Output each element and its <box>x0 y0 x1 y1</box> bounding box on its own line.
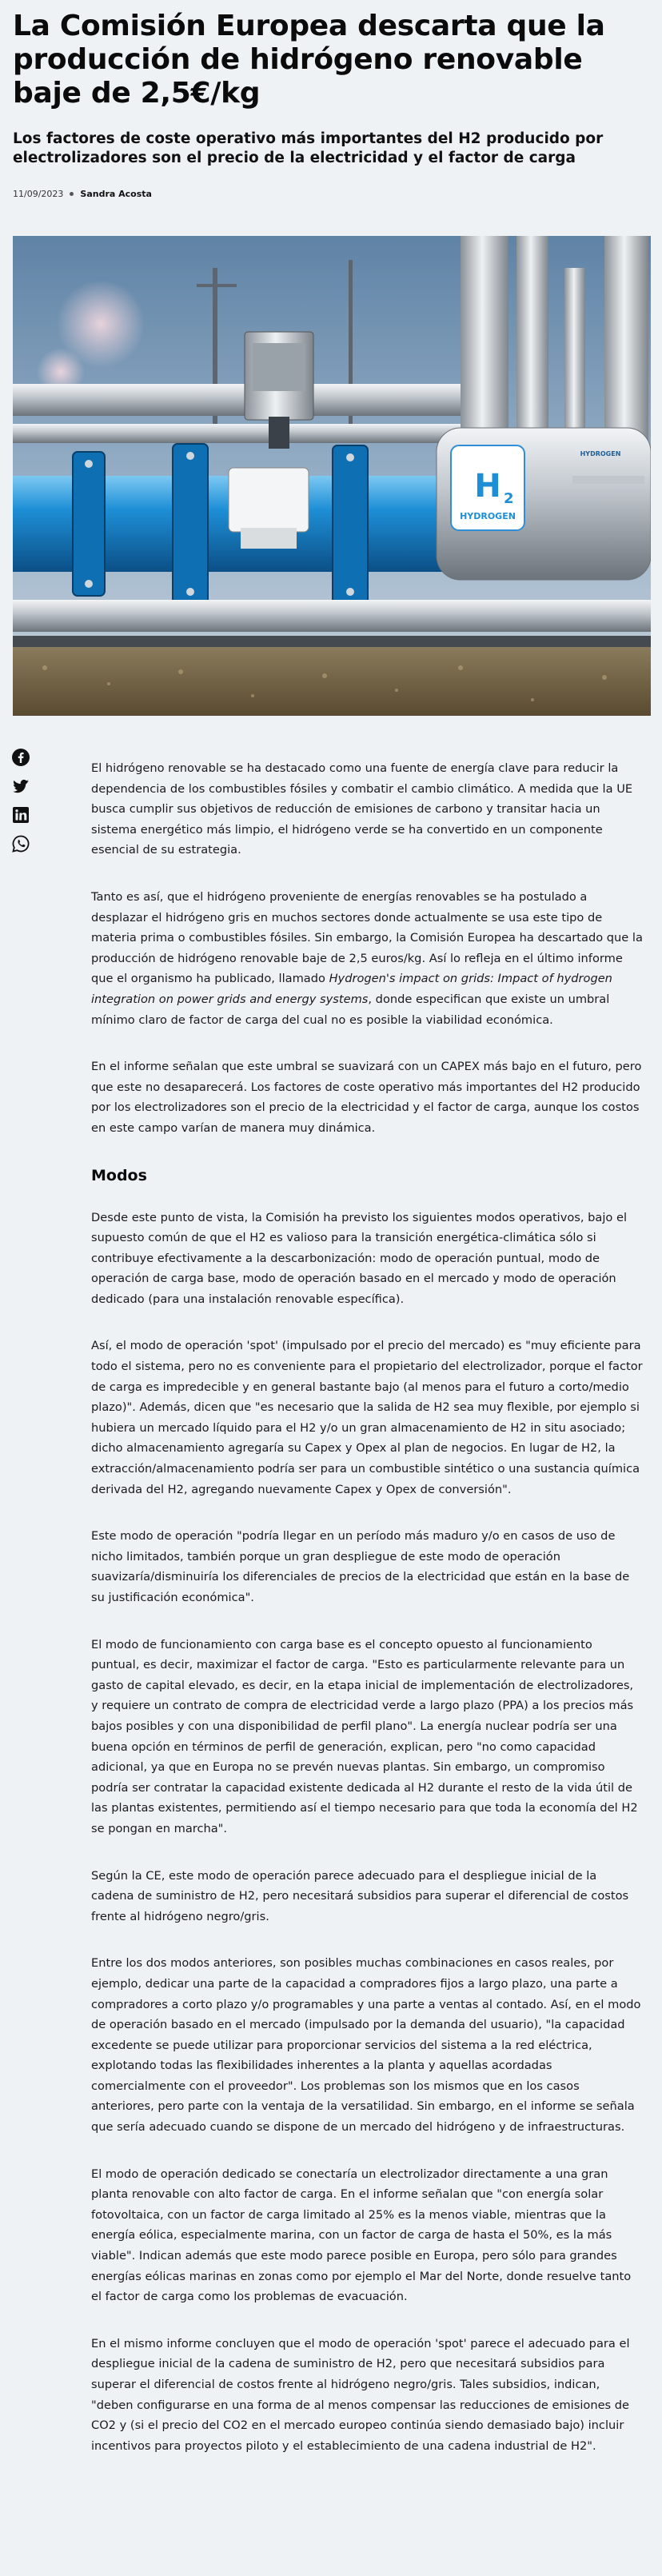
section-heading: Modos <box>91 1166 147 1184</box>
paragraph: En el informe señalan que este umbral se suavizará con un CAPEX más bajo en el futuro, pero que este no desaparecerá. Los factores de coste operativo más importantes del H2 producido por los electrolizadores son el precio de la electricidad y el factor de carga, aunque los costos en este campo varían de manera muy dinámica. <box>91 1060 642 1135</box>
paragraph <box>91 887 643 1030</box>
article-title: La Comisión Europea descarta que la producción de hidrógeno renovable baje de 2,5€/kg <box>13 10 605 110</box>
h2-logo-word: HYDROGEN <box>460 511 516 521</box>
report-title: Hydrogen's impact on grids: Impact of hydrogen integration on power grids and energy systems <box>91 972 612 1006</box>
paragraph: Así, el modo de operación 'spot' (impulsado por el precio del mercado) es "muy eficiente para todo el sistema, pero no es conveniente para el propietario del electrolizador, porque el factor de carga es impredecible y en general bastante bajo (al menos para el futuro a corto/medio plazo)". Además, dicen que "es necesario que la salida de H2 sea muy flexible, por ejemplo si hubiera un mercado líquido para el H2 y/o un gran almacenamiento de H2 in situ asociado; dicho almacenamiento agregaría su Capex y Opex al plan de negocios. En lugar de H2, la extracción/almacenamiento podría ser para un combustible sintético o una sustancia química derivada del H2, agregando nuevamente Capex y Opex de conversión". <box>91 1339 643 1496</box>
whatsapp-icon[interactable] <box>11 834 30 853</box>
paragraph: El modo de funcionamiento con carga base es el concepto opuesto al funcionamiento puntual, es decir, maximizar el factor de carga. "Esto es particularmente relevante para un gasto de capital elevado, es decir, en la etapa inicial de implementación de electrolizadores, y requiere un contrato de compra de electricidad verde a largo plazo (PPA) a los precios más bajos posibles y con una disponibilidad de perfil plano". La energía nuclear podría ser una buena opción en términos de perfil de generación, explican, pero "no como capacidad adicional, ya que en Europa no se prevén nuevas plantas. Sin embargo, un compromiso podría ser contratar la capacidad existente dedicada al H2 durante el resto de la vida útil de las plantas existentes, permitiendo así el tiempo necesario para que toda la economía del H2 se pongan en marcha". <box>91 1637 638 1835</box>
meta-separator <box>70 192 74 196</box>
paragraph: En el mismo informe concluyen que el modo de operación 'spot' parece el adecuado para el despliegue inicial de la cadena de suministro de H2, pero que necesitará subsidios para superar el diferencial de costos frente al hidrógeno negro/gris. Tales subsidios, indican, "deben configurarse en una forma de al menos compensar las reducciones de emisiones de CO2 y (si el precio del CO2 en el mercado europeo continúa siendo demasiado bajo) incluir incentivos para proyectos piloto y el establecimiento de una cadena industrial de H2". <box>91 2336 630 2453</box>
paragraph: El modo de operación dedicado se conectaría un electrolizador directamente a una gran planta renovable con alto factor de carga. En el informe señalan que "con energía solar fotovoltaica, con un factor de carga limitado al 25% es la menos viable, mientras que la energía eólica, especialmente marina, con un factor de carga de hasta el 50%, es la más viable". Indican además que este modo parece posible en Europa, pero sólo para grandes energías eólicas marinas en zonas como por ejemplo el Mar del Norte, donde resuelve tanto el factor de carga como los problemas de evacuación. <box>91 2167 632 2304</box>
linkedin-icon[interactable] <box>11 805 30 825</box>
paragraph: El hidrógeno renovable se ha destacado como una fuente de energía clave para reducir la dependencia de los combustibles fósiles y combatir el cambio climático. A medida que la UE busca cumplir sus objetivos de reducción de emisiones de carbono y transitar hacia un sistema energético más limpio, el hidrógeno verde se ha convertido en un componente esencial de su estrategia. <box>91 761 633 857</box>
paragraph: Desde este punto de vista, la Comisión ha previsto los siguientes modos operativos, bajo el supuesto común de que el H2 es valioso para la transición energética-climática sólo si contribuye efectivamente a la descarbonización: modo de operación puntual, modo de operación de carga base, modo de operación basado en el mercado y modo de operación dedicado (para una instalación renovable específica). <box>91 1210 628 1306</box>
article-subtitle: Los factores de coste operativo más importantes del H2 producido por electrolizadores son el precio de la electricidad y el factor de carga <box>13 130 604 166</box>
h2-logo-letter: H <box>474 468 501 505</box>
h2-logo-subscript: 2 <box>504 490 514 507</box>
twitter-icon[interactable] <box>11 777 30 796</box>
author-link[interactable]: Sandra Acosta <box>80 189 152 199</box>
paragraph: Este modo de operación "podría llegar en un período más maduro y/o en casos de uso de nicho limitados, también porque un gran despliegue de este modo de operación suavizaría/disminuiría los diferenciales de precios de la electricidad que están en la base de su justificación económica". <box>91 1529 630 1604</box>
paragraph-text: , donde especifican que existe un umbral mínimo claro de factor de carga del cual no es posible la viabilidad económica. <box>91 992 610 1027</box>
publish-date: 11/09/2023 <box>13 189 64 199</box>
hydrogen-pipeline-illustration <box>13 236 651 716</box>
share-bar <box>11 748 32 853</box>
tank-label: HYDROGEN <box>580 450 621 457</box>
article-body <box>91 758 643 2482</box>
paragraph-text: Tanto es así, que el hidrógeno proveniente de energías renovables se ha postulado a desplazar el hidrógeno gris en muchos sectores donde actualmente se usa este tipo de materia prima o combustibles fósiles. Sin embargo, la Comisión Europea ha descartado que la producción de hidrógeno renovable baje de 2,5 euros/kg. Así lo refleja en el último informe que el organismo ha publicado, llamado <box>91 889 643 986</box>
paragraph: Entre los dos modos anteriores, son posibles muchas combinaciones en casos reales, por ejemplo, dedicar una parte de la capacidad a compradores fijos a largo plazo, una parte a compradores a corto plazo y/o programables y una parte a ventas al contado. Así, en el modo de operación basado en el mercado (impulsado por la demanda del usuario), "la capacidad excedente se puede utilizar para proporcionar servicios del sistema a la red eléctrica, explotando todas las flexibilidades inherentes a la planta y aquellas acordadas comercialmente con el proveedor". Los problemas son los mismos que en los casos anteriores, pero parte con la ventaja de la versatilidad. Sin embargo, en el informe se señala que sería adecuado cuando se dispone de un mercado del hidrógeno y de infraestructuras. <box>91 1956 641 2135</box>
article-meta <box>13 189 152 199</box>
hero-image <box>13 236 651 716</box>
paragraph: Según la CE, este modo de operación parece adecuado para el despliegue inicial de la cadena de suministro de H2, pero necesitará subsidios para superar el diferencial de costos frente al hidrógeno negro/gris. <box>91 1868 629 1923</box>
facebook-icon[interactable] <box>11 748 30 767</box>
